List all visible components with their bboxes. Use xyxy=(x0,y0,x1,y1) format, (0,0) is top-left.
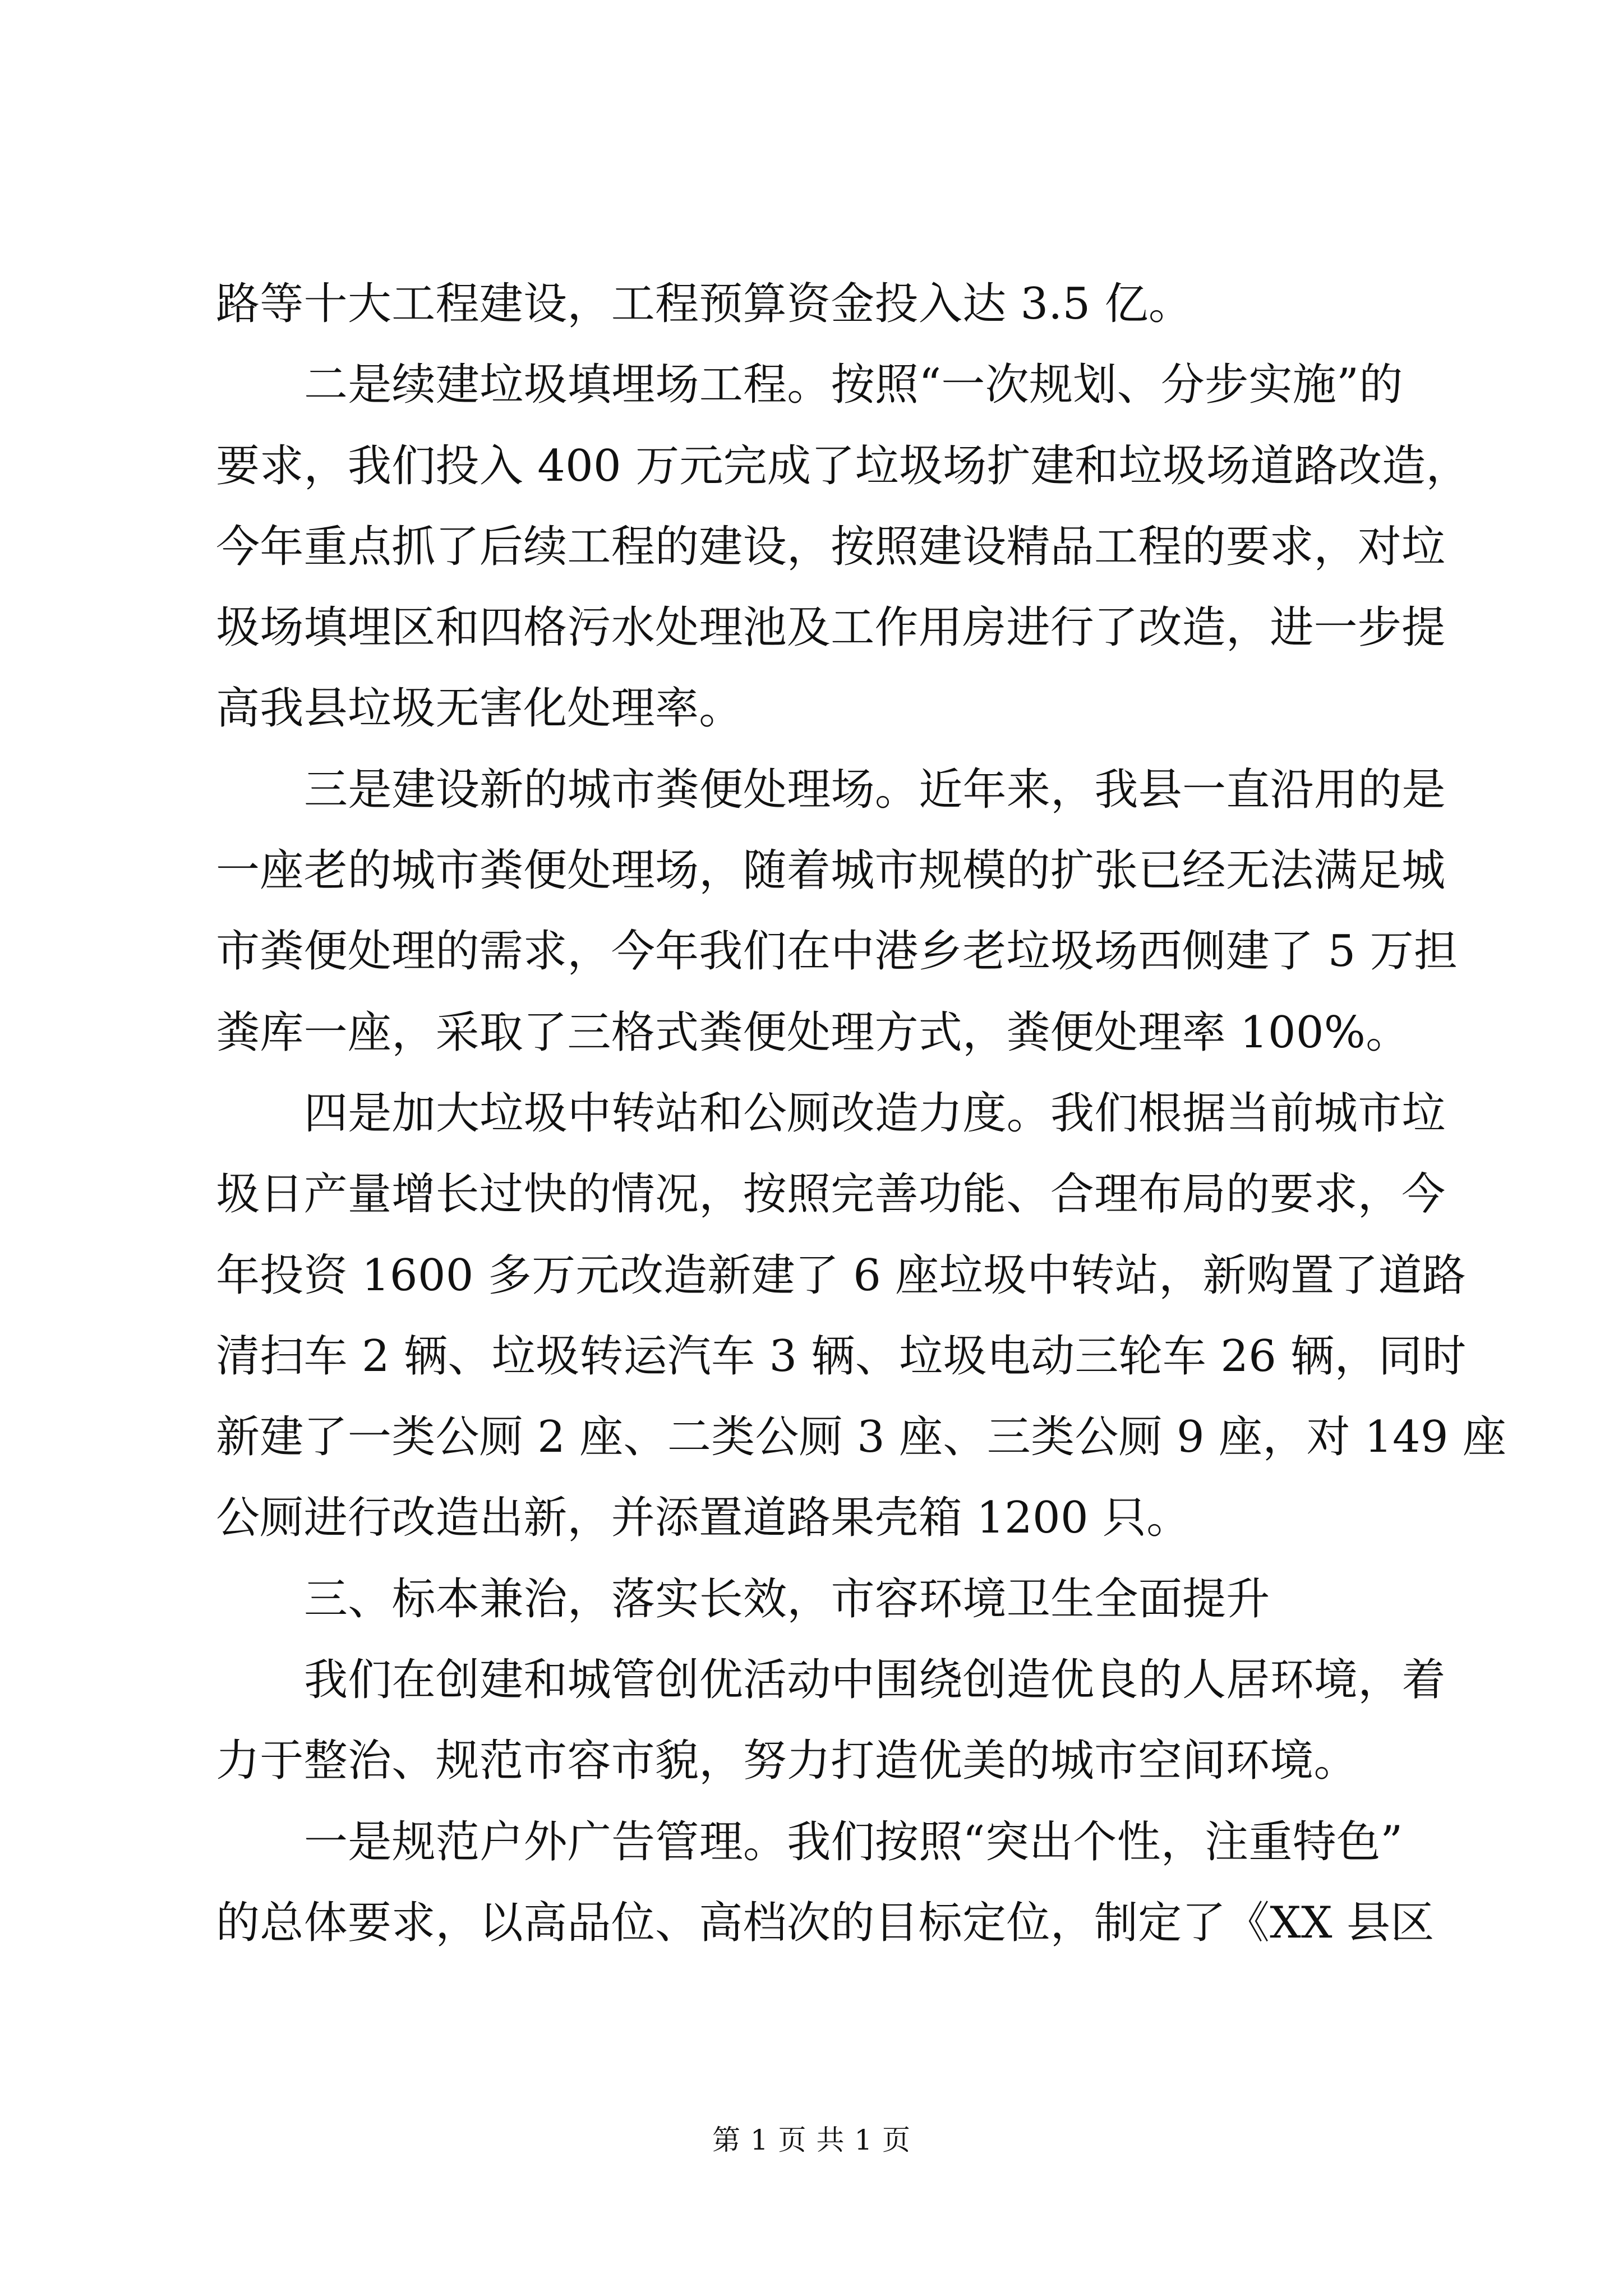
text-line: 今年重点抓了后续工程的建设，按照建设精品工程的要求，对垃 xyxy=(216,521,1446,572)
text-line: 高我县垃圾无害化处理率。 xyxy=(216,683,743,734)
text-line: 年投资 1600 多万元改造新建了 6 座垃圾中转站，新购置了道路 xyxy=(216,1250,1467,1301)
text-line: 一是规范户外广告管理。我们按照“突出个性，注重特色” xyxy=(304,1816,1403,1867)
text-line: 四是加大垃圾中转站和公厕改造力度。我们根据当前城市垃 xyxy=(304,1088,1446,1139)
text-line: 路等十大工程建设，工程预算资金投入达 3.5 亿。 xyxy=(216,279,1193,329)
page-number: 第 1 页 共 1 页 xyxy=(712,2124,911,2156)
text-line: 清扫车 2 辆、垃圾转运汽车 3 辆、垃圾电动三轮车 26 辆，同时 xyxy=(216,1331,1467,1382)
text-line: 新建了一类公厕 2 座、二类公厕 3 座、三类公厕 9 座，对 149 座 xyxy=(216,1412,1507,1463)
text-line: 粪库一座，采取了三格式粪便处理方式，粪便处理率 100%。 xyxy=(216,1007,1410,1058)
text-line: 市粪便处理的需求，今年我们在中港乡老垃圾场西侧建了 5 万担 xyxy=(216,926,1458,977)
text-line: 圾日产量增长过快的情况，按照完善功能、合理布局的要求，今 xyxy=(216,1169,1446,1220)
body-text xyxy=(216,264,1507,1963)
text-line: 圾场填埋区和四格污水处理池及工作用房进行了改造，进一步提 xyxy=(216,602,1446,654)
text-line: 要求，我们投入 400 万元完成了垃圾场扩建和垃圾场道路改造， xyxy=(216,440,1470,491)
section-heading: 三、标本兼治，落实长效，市容环境卫生全面提升 xyxy=(304,1573,1270,1625)
text-line: 的总体要求，以高品位、高档次的目标定位，制定了《XX 县区 xyxy=(216,1897,1435,1948)
text-line: 三是建设新的城市粪便处理场。近年来，我县一直沿用的是 xyxy=(304,764,1446,815)
text-line: 二是续建垃圾填埋场工程。按照“一次规划、分步实施”的 xyxy=(304,360,1403,411)
text-line: 公厕进行改造出新，并添置道路果壳箱 1200 只。 xyxy=(216,1493,1191,1544)
text-line: 力于整治、规范市容市貌，努力打造优美的城市空间环境。 xyxy=(216,1736,1358,1787)
text-line: 一座老的城市粪便处理场，随着城市规模的扩张已经无法满足城 xyxy=(216,845,1446,896)
text-line: 我们在创建和城管创优活动中围绕创造优良的人居环境，着 xyxy=(304,1655,1446,1706)
